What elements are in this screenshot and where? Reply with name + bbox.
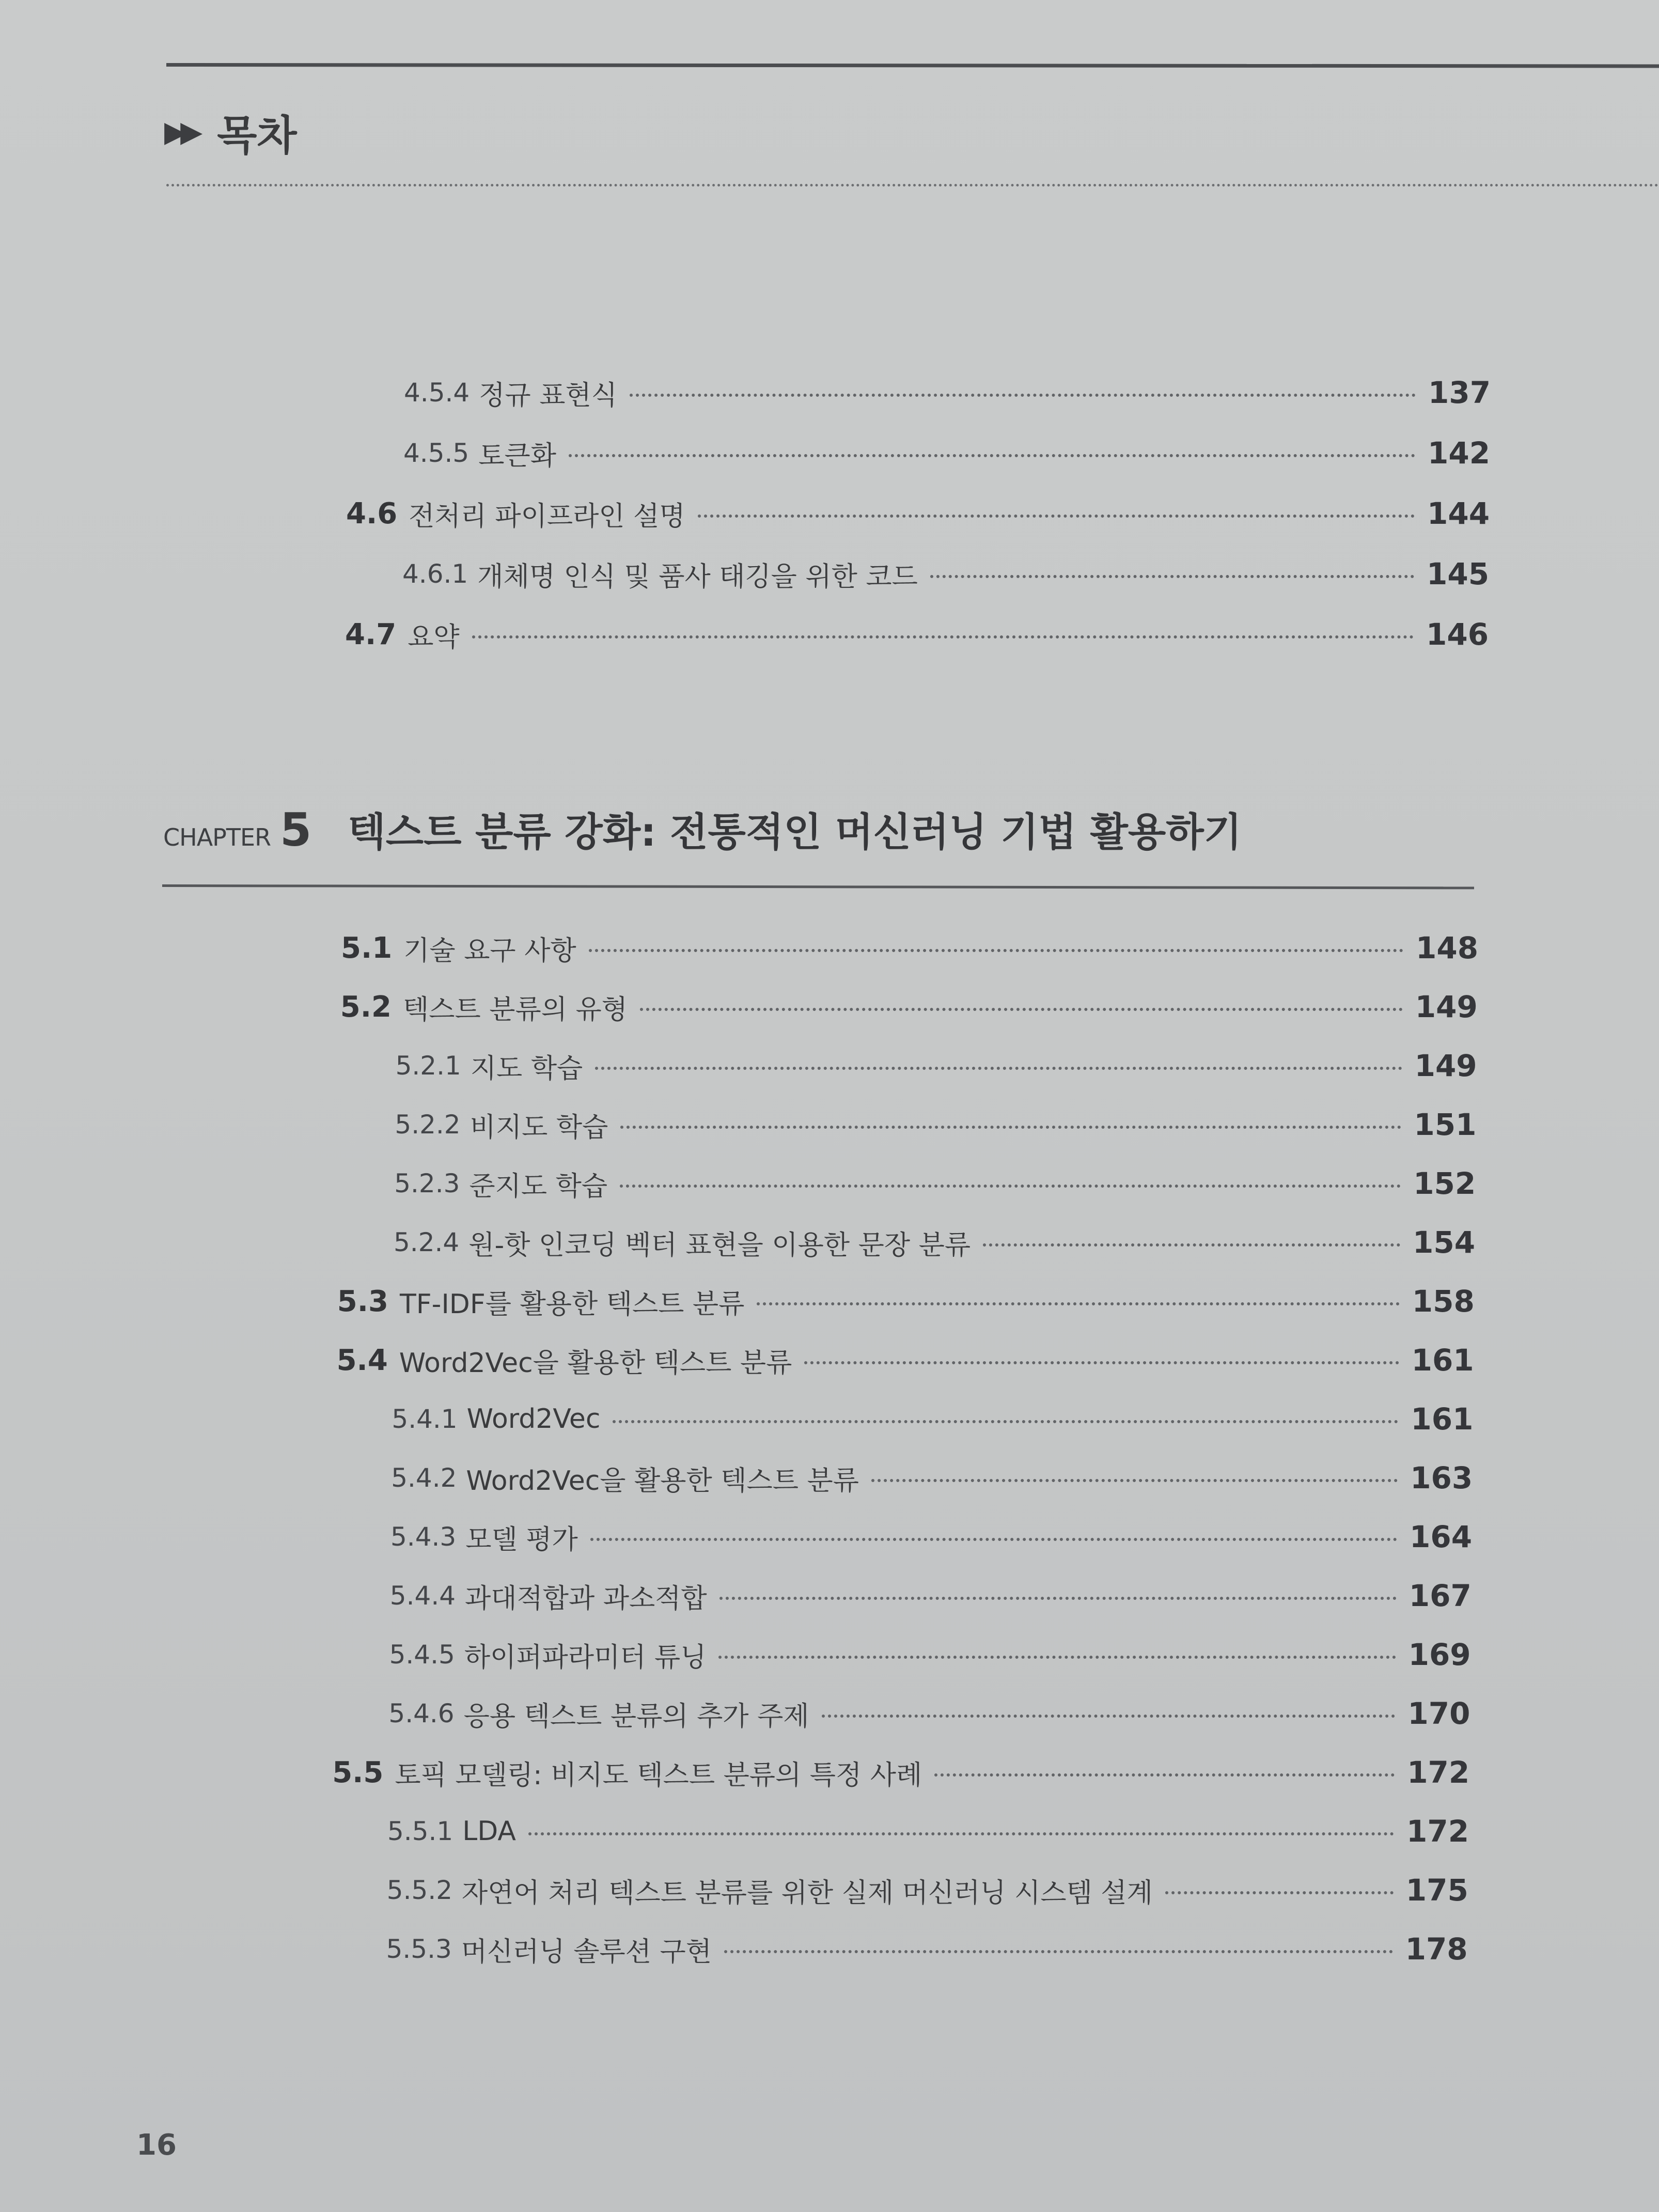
toc-entry-page: 137 bbox=[1428, 375, 1491, 410]
toc-entry-number: 5.2 bbox=[340, 990, 392, 1024]
page-number: 16 bbox=[136, 2128, 177, 2162]
toc-entry-number: 5.4.5 bbox=[389, 1640, 455, 1670]
toc-entry-title: Word2Vec을 활용한 텍스트 분류 bbox=[399, 1347, 792, 1379]
toc-entry-number: 5.5.2 bbox=[386, 1875, 453, 1905]
toc-entry-page: 152 bbox=[1413, 1166, 1476, 1201]
chapter-number: 5 bbox=[280, 803, 312, 856]
toc-entry-title: 토큰화 bbox=[478, 440, 556, 472]
toc-entry-number: 4.7 bbox=[345, 617, 397, 651]
toc-entry bbox=[389, 1575, 1472, 1616]
double-triangle-icon: ▶▶ bbox=[164, 115, 197, 149]
toc-entry bbox=[332, 1752, 1470, 1793]
dot-leader bbox=[590, 1538, 1397, 1541]
toc-entry-number: 5.5 bbox=[332, 1755, 384, 1789]
toc-entry-page: 154 bbox=[1413, 1225, 1476, 1260]
toc-entry-title: 토픽 모델링: 비지도 텍스트 분류의 특정 사례 bbox=[395, 1759, 922, 1791]
toc-entry-number: 5.3 bbox=[337, 1284, 388, 1318]
toc-entry bbox=[395, 1045, 1477, 1086]
toc-entry-title: TF-IDF를 활용한 텍스트 분류 bbox=[400, 1288, 745, 1320]
toc-entry bbox=[395, 1104, 1477, 1145]
toc-entry bbox=[392, 1398, 1474, 1440]
toc-entry bbox=[388, 1693, 1470, 1734]
toc-entry-title: 과대적합과 과소적합 bbox=[465, 1583, 707, 1614]
toc-entry-title: Word2Vec을 활용한 텍스트 분류 bbox=[466, 1465, 859, 1497]
dot-leader bbox=[589, 949, 1403, 952]
toc-entry bbox=[336, 1339, 1474, 1381]
toc-entry-page: 148 bbox=[1416, 930, 1479, 965]
toc-entry-page: 169 bbox=[1408, 1637, 1471, 1672]
toc-entry-page: 151 bbox=[1414, 1107, 1477, 1142]
dot-leader bbox=[719, 1597, 1397, 1600]
dot-leader bbox=[595, 1067, 1402, 1070]
toc-header bbox=[164, 103, 297, 160]
toc-entry bbox=[394, 1163, 1476, 1204]
toc-entry bbox=[386, 1870, 1468, 1911]
dot-leader bbox=[804, 1361, 1399, 1364]
toc-entry-number: 5.1 bbox=[341, 931, 393, 965]
toc-entry-title: 요약 bbox=[408, 621, 460, 653]
toc-entry-number: 5.2.4 bbox=[394, 1227, 460, 1257]
dot-leader bbox=[757, 1302, 1399, 1305]
toc-entry bbox=[403, 432, 1491, 474]
toc-entry-number: 4.5.4 bbox=[404, 378, 470, 408]
toc-entry bbox=[337, 1281, 1475, 1322]
toc-entry-page: 170 bbox=[1407, 1696, 1470, 1731]
chapter-heading bbox=[163, 801, 1242, 858]
toc-entry-number: 5.5.3 bbox=[386, 1934, 452, 1964]
toc-entry-title: LDA bbox=[462, 1816, 516, 1847]
toc-entry-title: 자연어 처리 텍스트 분류를 위한 실제 머신러닝 시스템 설계 bbox=[462, 1877, 1153, 1909]
dot-leader bbox=[620, 1185, 1401, 1188]
dot-leader bbox=[569, 454, 1415, 457]
toc-entry bbox=[394, 1222, 1476, 1263]
toc-entry-title: 비지도 학습 bbox=[469, 1112, 608, 1143]
dot-leader bbox=[871, 1479, 1398, 1482]
toc-entry-title: 기술 요구 사항 bbox=[403, 935, 576, 967]
toc-entry-title: 전처리 파이프라인 설명 bbox=[409, 501, 685, 532]
toc-entry-number: 4.6 bbox=[346, 496, 398, 531]
toc-entry-number: 5.5.1 bbox=[387, 1816, 453, 1846]
toc-entry-page: 164 bbox=[1410, 1519, 1473, 1554]
toc-entry-page: 158 bbox=[1412, 1284, 1475, 1319]
toc-entry-page: 161 bbox=[1411, 1401, 1474, 1437]
toc-entry-title: 원-핫 인코딩 벡터 표현을 이용한 문장 분류 bbox=[468, 1229, 971, 1261]
dot-leader bbox=[640, 1008, 1403, 1011]
dot-leader bbox=[930, 575, 1414, 578]
toc-entry-number: 5.2.3 bbox=[394, 1169, 460, 1198]
dot-leader bbox=[613, 1420, 1398, 1423]
toc-entry-page: 145 bbox=[1427, 556, 1490, 591]
toc-entry-title: 지도 학습 bbox=[470, 1053, 583, 1084]
toc-entry-number: 5.4 bbox=[336, 1343, 388, 1377]
toc-entry-page: 144 bbox=[1427, 496, 1490, 531]
dot-leader bbox=[1165, 1891, 1394, 1894]
toc-entry-page: 146 bbox=[1426, 617, 1489, 652]
toc-entry-title: 응용 텍스트 분류의 추가 주제 bbox=[463, 1701, 809, 1732]
dot-leader bbox=[630, 394, 1416, 397]
toc-entry-number: 5.2.2 bbox=[395, 1110, 461, 1140]
toc-entry bbox=[345, 614, 1489, 655]
chapter-title: 텍스트 분류 강화: 전통적인 머신러닝 기법 활용하기 bbox=[348, 809, 1242, 855]
toc-entry bbox=[341, 927, 1479, 969]
toc-entry-number: 5.4.1 bbox=[392, 1404, 458, 1434]
toc-entry-page: 149 bbox=[1415, 989, 1478, 1024]
toc-entry bbox=[387, 1811, 1469, 1852]
toc-entry-number: 4.5.5 bbox=[403, 438, 469, 468]
toc-entry-title: 하이퍼파라미터 튜닝 bbox=[464, 1642, 707, 1673]
toc-entry-title: 머신러닝 솔루션 구현 bbox=[461, 1936, 712, 1968]
toc-entry-page: 172 bbox=[1407, 1755, 1470, 1790]
dot-leader bbox=[983, 1243, 1400, 1247]
dot-leader bbox=[718, 1656, 1396, 1659]
dot-leader bbox=[472, 635, 1414, 638]
toc-entry bbox=[389, 1634, 1471, 1675]
dot-leader bbox=[822, 1715, 1396, 1718]
toc-entry-page: 167 bbox=[1408, 1578, 1472, 1613]
toc-entry bbox=[340, 986, 1478, 1027]
toc-entry bbox=[386, 1928, 1468, 1970]
page-title: 목차 bbox=[217, 111, 297, 160]
toc-entry-title: 텍스트 분류의 유형 bbox=[403, 994, 628, 1025]
toc-entry-page: 149 bbox=[1414, 1048, 1477, 1083]
dot-leader bbox=[724, 1950, 1393, 1953]
dot-leader bbox=[698, 515, 1415, 518]
toc-entry bbox=[391, 1457, 1473, 1499]
toc-entry-number: 5.4.4 bbox=[389, 1581, 456, 1611]
toc-entry-number: 5.4.6 bbox=[388, 1699, 455, 1728]
dotted-divider bbox=[166, 184, 1659, 186]
toc-entry bbox=[402, 553, 1490, 595]
toc-entry-page: 163 bbox=[1410, 1460, 1473, 1496]
toc-entry-title: 정규 표현식 bbox=[479, 380, 617, 411]
toc-entry-page: 161 bbox=[1411, 1343, 1474, 1378]
chapter-label: CHAPTER bbox=[163, 823, 271, 851]
toc-entry-page: 175 bbox=[1405, 1873, 1468, 1908]
toc-entry-title: 준지도 학습 bbox=[469, 1171, 608, 1202]
toc-entry-page: 178 bbox=[1405, 1931, 1468, 1967]
toc-entry-page: 172 bbox=[1406, 1814, 1469, 1849]
toc-entry-number: 5.2.1 bbox=[395, 1051, 461, 1081]
dot-leader bbox=[620, 1126, 1401, 1129]
dot-leader bbox=[934, 1773, 1395, 1777]
toc-entry bbox=[390, 1516, 1473, 1557]
toc-entry-number: 5.4.2 bbox=[391, 1463, 457, 1493]
toc-entry-number: 5.4.3 bbox=[390, 1522, 457, 1552]
toc-entry-title: 모델 평가 bbox=[465, 1524, 578, 1555]
toc-entry-title: 개체명 인식 및 품사 태깅을 위한 코드 bbox=[477, 561, 918, 593]
toc-entry bbox=[346, 493, 1490, 534]
toc-entry bbox=[404, 372, 1491, 413]
toc-entry-page: 142 bbox=[1428, 435, 1491, 471]
toc-entry-number: 4.6.1 bbox=[402, 559, 468, 589]
toc-entry-title: Word2Vec bbox=[466, 1404, 601, 1435]
dot-leader bbox=[528, 1832, 1394, 1835]
